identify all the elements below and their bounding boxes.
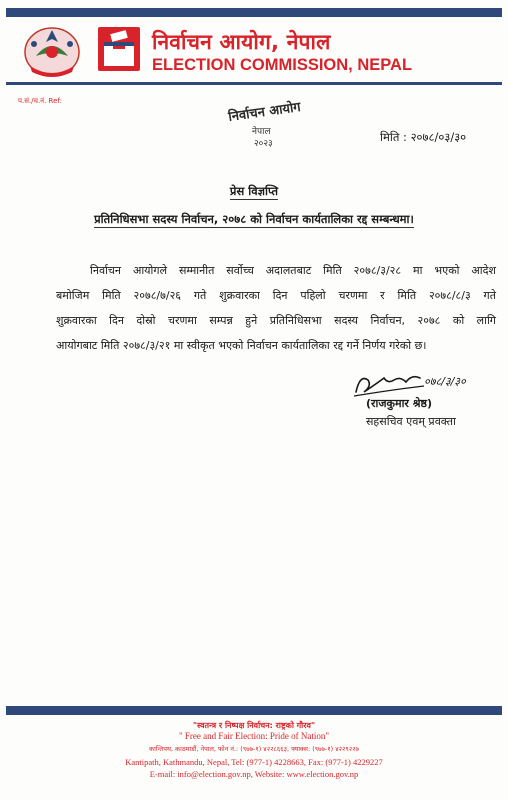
stamp-country: नेपाल [252,127,271,137]
reference-label: प.सं./च.नं. Ref: [18,97,62,105]
body-paragraph [56,258,496,358]
header-top-rule [6,8,502,17]
subject-line [0,212,508,227]
nepal-emblem-icon [22,22,82,78]
footer-address-nepali: कान्तिपथ, काठमाडौं, नेपाल, फोन नं.: (९७७-१) ४२२८६६३, फ्याक्स: (९७७-१) ४२२९२२७ [149,745,359,753]
body-line: आयोगबाट मिति २०७८/३/२१ मा स्वीकृत भएको निर्वाचन कार्यतालिका रद्द गर्ने निर्णय गरेको छ। [56,339,427,352]
letterhead-title-english: ELECTION COMMISSION, NEPAL [152,56,413,74]
stamp-year: २०२३ [254,139,273,149]
footer-contact: E-mail: info@election.gov.np, Website: www.election.gov.np [149,769,359,779]
footer-motto-nepali: "स्वतन्त्र र निष्पक्ष निर्वाचन: राष्ट्रको गौरव" [192,721,316,730]
signer-name: (राजकुमार श्रेष्ठ) [366,397,433,410]
body-line: बमोजिम मिति २०७८/७/२६ गते शुक्रवारका दिन पहिलो चरणमा र मिति २०७८/८/३ गते [56,289,496,302]
body-line: शुक्रवारका दिन दोस्रो चरणमा सम्पन्न हुने प्रतिनिधिसभा सदस्य निर्वाचन, २०७८ को लागि [56,314,496,327]
footer-rule [6,706,502,715]
election-commission-logo-icon [97,26,141,72]
header-divider [6,82,502,85]
subject-text: प्रतिनिधिसभा सदस्य निर्वाचन, २०७८ को निर्वाचन कार्यतालिका रद्द सम्बन्धमा। [94,212,414,226]
document-date: मिति : २०७८/०३/३० [380,130,467,144]
body-line: निर्वाचन आयोगले सम्मानीत सर्वोच्च अदालतबाट मिति २०७८/३/२८ मा भएको आदेश [90,264,496,277]
received-stamp [228,96,308,152]
letterhead-title-nepali: निर्वाचन आयोग, नेपाल [152,30,331,54]
footer-address-english: Kantipath, Kathmandu, Nepal, Tel: (977-1) 4228663, Fax: (977-1) 4229227 [125,757,383,767]
heading-text: प्रेस विज्ञप्ति [229,184,279,198]
signer-title: सहसचिव एवम् प्रवक्ता [366,415,456,428]
stamp-title: निर्वाचन आयोग [227,100,302,125]
signature-date: ०७८/३/३० [424,375,466,388]
press-release-heading [0,184,508,199]
footer-motto-english: " Free and Fair Election: Pride of Nation" [178,731,330,741]
